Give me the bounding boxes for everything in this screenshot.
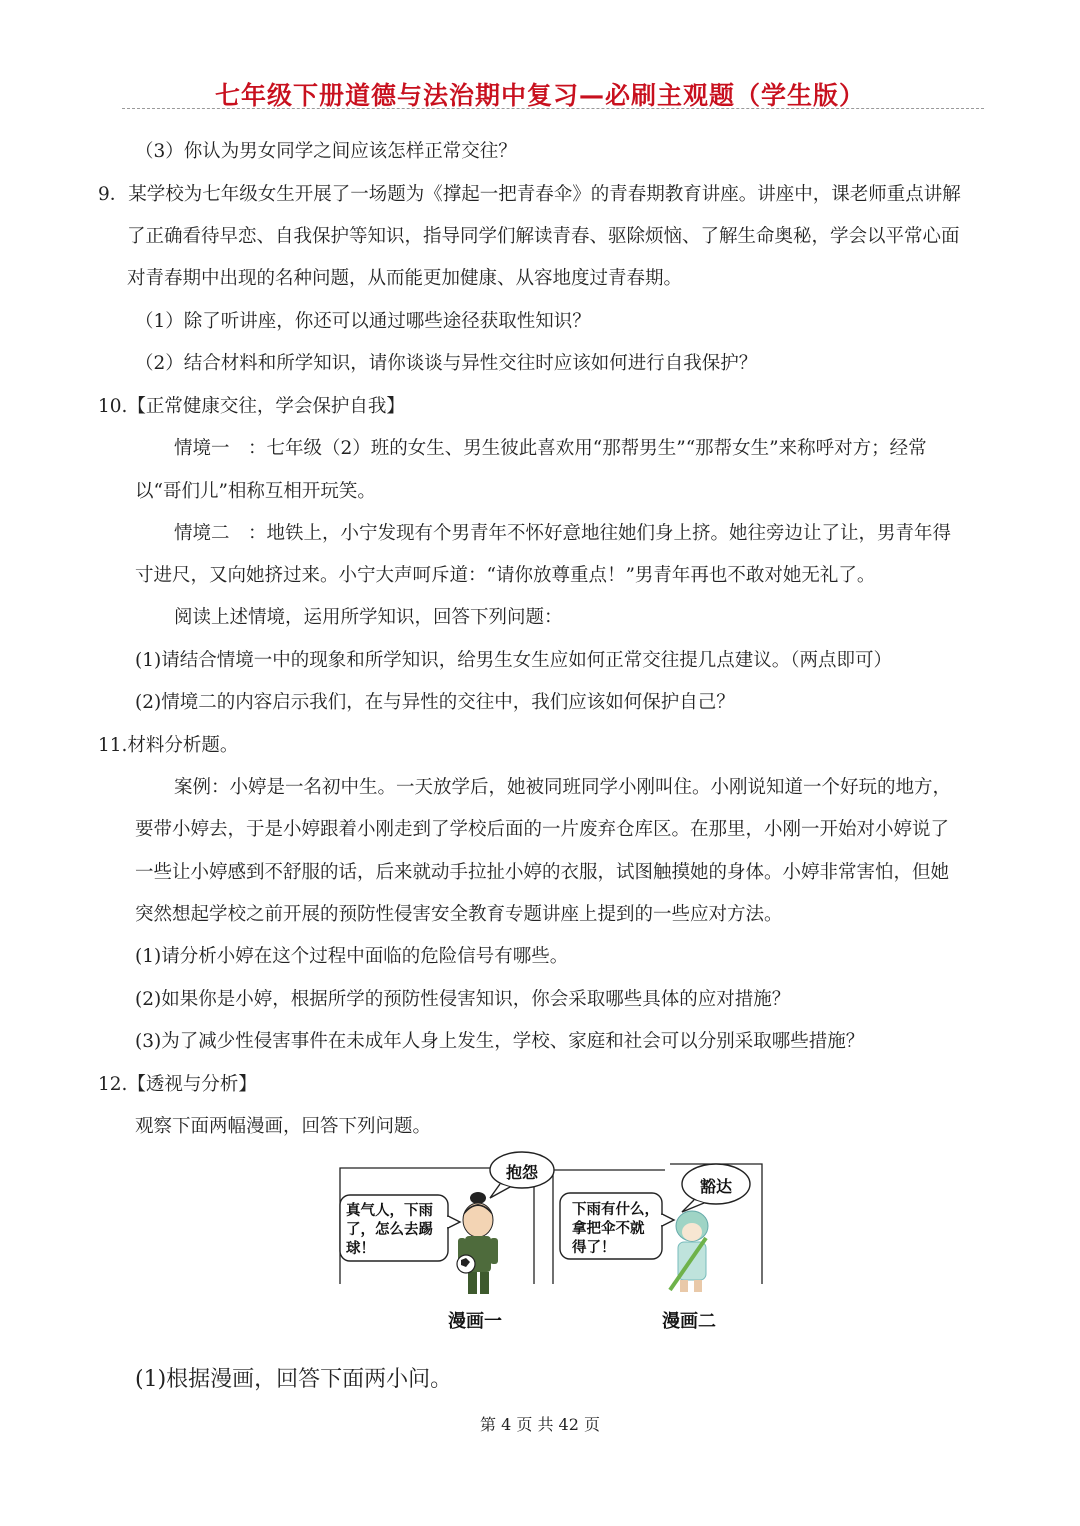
comic-right-speech-line-1: 下雨有什么，: [572, 1202, 659, 1218]
question-11-heading: 11.材料分析题。: [98, 735, 239, 756]
question-11-sub-3: (3)为了减少性侵害事件在未成年人身上发生，学校、家庭和社会可以分别采取哪些措施？: [135, 1031, 865, 1052]
question-10-scenario-2-line-1: 情境二 ：地铁上，小宁发现有个男青年不怀好意地往她们身上挤。她往旁边让了让，男青年得: [174, 523, 952, 544]
question-11-case-line-3: 一些让小婷感到不舒服的话，后来就动手拉扯小婷的衣服，试图触摸她的身体。小婷非常害怕，但她: [135, 862, 950, 883]
question-10-scenario-1-line-2: 以“哥们儿”相称互相开玩笑。: [135, 481, 376, 502]
question-11-sub-2: (2)如果你是小婷，根据所学的预防性侵害知识，你会采取哪些具体的应对措施？: [135, 989, 791, 1010]
comic-right-speech-line-3: 得了！: [572, 1240, 616, 1256]
question-11-sub-1: (1)请分析小婷在这个过程中面临的危险信号有哪些。: [135, 946, 569, 967]
question-11-case-line-4: 突然想起学校之前开展的预防性侵害安全教育专题讲座上提到的一些应对方法。: [135, 904, 783, 925]
girl-figure: [457, 1192, 498, 1294]
question-10-scenario-1-line-1: 情境一 ：七年级（2）班的女生、男生彼此喜欢用“那帮男生”“那帮女生”来称呼对方；经常: [174, 438, 927, 459]
child-figure: [670, 1211, 708, 1292]
comic-right-speech-line-2: 拿把伞不就: [572, 1221, 645, 1237]
question-10-heading: 10.【正常健康交往，学会保护自我】: [98, 396, 405, 417]
question-12-heading: 12.【透视与分析】: [98, 1074, 257, 1095]
comic-left-speech-line-2: 了，怎么去踢: [346, 1222, 433, 1238]
page-title: 七年级下册道德与法治期中复习—必刷主观题（学生版）: [214, 81, 865, 110]
question-9-stem-line-2: 了正确看待早恋、自我保护等知识，指导同学们解读青春、驱除烦恼、了解生命奥秘，学会以平常心面: [127, 226, 960, 247]
question-9-sub-2: （2）结合材料和所学知识，请你谈谈与异性交往时应该如何进行自我保护？: [135, 353, 758, 374]
question-9-stem-line-3: 对青春期中出现的名种问题，从而能更加健康、从容地度过青春期。: [127, 268, 683, 289]
question-10-sub-2: (2)情境二的内容启示我们，在与异性的交往中，我们应该如何保护自己？: [135, 692, 735, 713]
question-10-sub-1: (1)请结合情境一中的现象和所学知识，给男生女生应如何正常交往提几点建议。（两点即可）: [135, 650, 892, 671]
comic-left-speech-line-3: 球！: [346, 1241, 375, 1257]
question-9-stem-line-1: 9．某学校为七年级女生开展了一场题为《撑起一把青春伞》的青春期教育讲座。讲座中，课老师重点讲解: [98, 184, 961, 205]
question-10-instruction: 阅读上述情境，运用所学知识，回答下列问题：: [174, 607, 563, 628]
comic-left-speech-line-1: 真气人，下雨: [346, 1203, 433, 1219]
comic-right-tag: 豁达: [700, 1177, 733, 1196]
page-number: 第 4 页 共 42 页: [480, 1415, 600, 1434]
comic-left-caption: 漫画一: [448, 1311, 502, 1332]
question-11-case-line-1: 案例：小婷是一名初中生。一天放学后，她被同班同学小刚叫住。小刚说知道一个好玩的地方，: [174, 777, 952, 798]
question-12-sub-1: (1)根据漫画，回答下面两小问。: [135, 1367, 453, 1392]
question-12-instruction: 观察下面两幅漫画，回答下列问题。: [135, 1116, 432, 1137]
question-9-sub-1: （1）除了听讲座，你还可以通过哪些途径获取性知识？: [135, 311, 591, 332]
comic-illustration: [330, 1150, 780, 1340]
question-11-case-line-2: 要带小婷去，于是小婷跟着小刚走到了学校后面的一片废弃仓库区。在那里，小刚一开始对小婷说了: [135, 819, 950, 840]
question-8-sub-3: （3）你认为男女同学之间应该怎样正常交往？: [135, 141, 517, 162]
comic-right-caption: 漫画二: [662, 1311, 716, 1332]
title-divider: [122, 108, 984, 109]
question-10-scenario-2-line-2: 寸进尺，又向她挤过来。小宁大声呵斥道：“请你放尊重点！”男青年再也不敢对她无礼了。: [135, 565, 876, 586]
comic-left-tag: 抱怨: [506, 1163, 539, 1182]
